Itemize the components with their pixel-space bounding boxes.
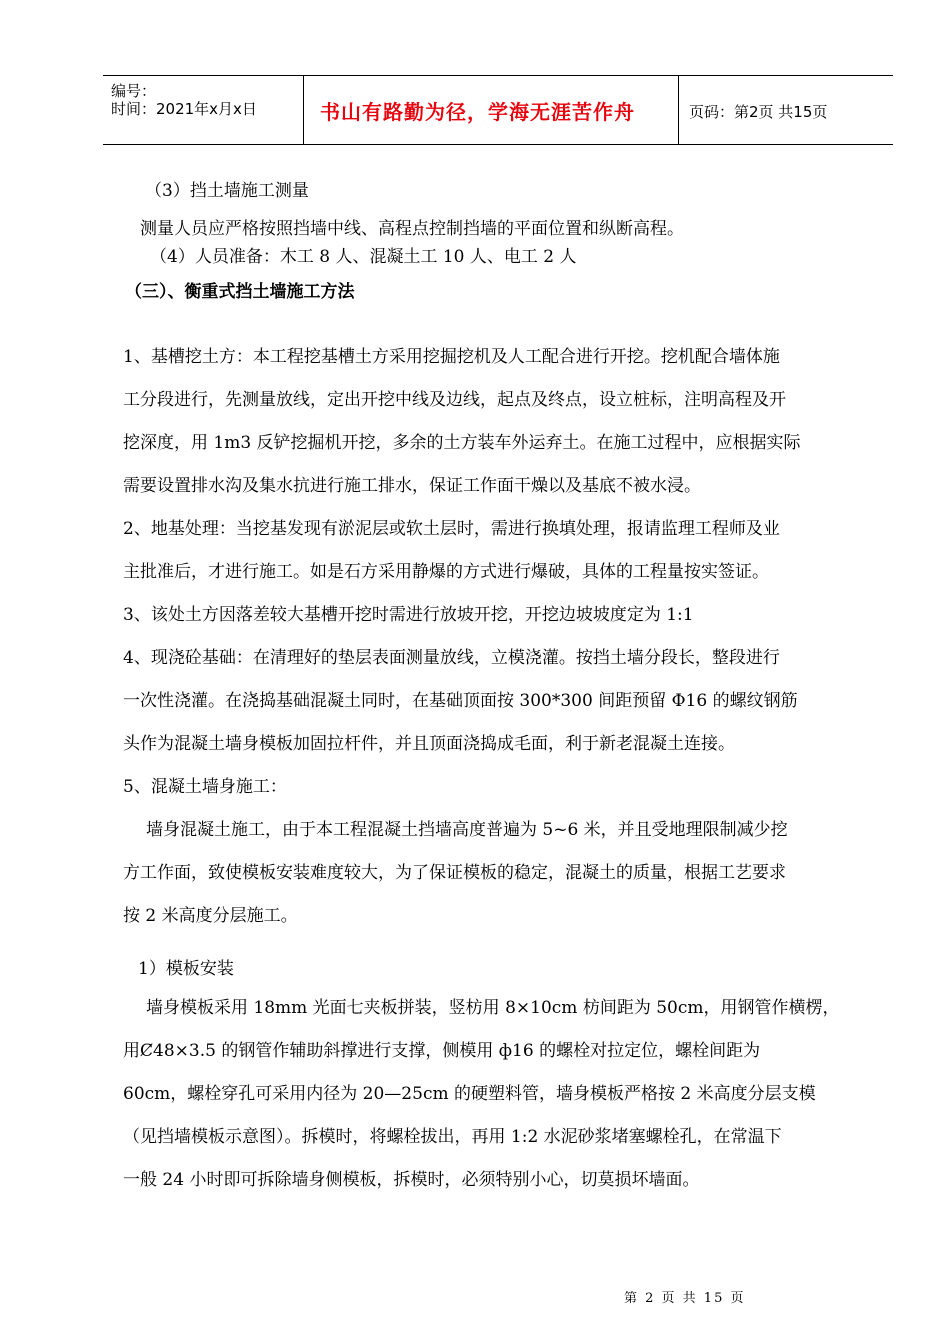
header-motto-cell <box>304 76 679 144</box>
text-line: 墙身模板采用 18mm 光面七夹板拼装，竖枋用 8×10cm 枋间距为 50cm，用钢管作横楞， <box>146 998 840 1018</box>
header-info-cell <box>103 76 304 144</box>
text-line: 需要设置排水沟及集水抗进行施工排水，保证工作面干燥以及基底不被水浸。 <box>123 476 701 496</box>
text-line: 工分段进行，先测量放线，定出开挖中线及边线，起点及终点，设立桩标，注明高程及开 <box>123 390 786 410</box>
text-line: 主批准后，才进行施工。如是石方采用静爆的方式进行爆破，具体的工程量按实签证。 <box>123 562 769 582</box>
subsection-heading: 1）模板安装 <box>138 959 234 979</box>
text-line: 4、现浇砼基础：在清理好的垫层表面测量放线，立模浇灌。按挡土墙分段长，整段进行 <box>123 648 780 668</box>
text-line: 墙身混凝土施工，由于本工程混凝土挡墙高度普遍为 5~6 米，并且受地理限制减少挖 <box>146 820 788 840</box>
section-heading: （三）、衡重式挡土墙施工方法 <box>125 282 355 302</box>
page-footer: 第 2 页 共 15 页 <box>624 1291 746 1306</box>
text-line: （见挡墙模板示意图）。拆模时，将螺栓拔出，再用 1:2 水泥砂浆堵塞螺栓孔，在常温下 <box>123 1127 782 1147</box>
text-line: 用Ȼ48×3.5 的钢管作辅助斜撑进行支撑，侧模用 ф16 的螺栓对拉定位，螺栓间距为 <box>123 1041 761 1061</box>
text-line: 一次性浇灌。在浇捣基础混凝土同时，在基础顶面按 300*300 间距预留 Φ16 的螺纹钢筋 <box>123 691 798 711</box>
text-line: 60cm，螺栓穿孔可采用内径为 20—25cm 的硬塑料管，墙身模板严格按 2 米高度分层支模 <box>123 1084 816 1104</box>
header-page-number: 页码：第2页 共15页 <box>689 103 828 121</box>
paragraph-survey-text: 测量人员应严格按照挡墙中线、高程点控制挡墙的平面位置和纵断高程。 <box>140 219 684 239</box>
page-header <box>103 75 893 145</box>
text-line: 1、基槽挖土方：本工程挖基槽土方采用挖掘挖机及人工配合进行开挖。挖机配合墙体施 <box>123 347 780 367</box>
text-line: 3、该处土方因落差较大基槽开挖时需进行放坡开挖，开挖边坡坡度定为 1:1 <box>123 605 694 625</box>
text-line: 方工作面，致使模板安装难度较大，为了保证模板的稳定，混凝土的质量，根据工艺要求 <box>123 863 786 883</box>
paragraph-survey-heading: （3）挡土墙施工测量 <box>145 181 309 201</box>
text-line: 一般 24 小时即可拆除墙身侧模板，拆模时，必须特别小心，切莫损坏墙面。 <box>123 1170 700 1190</box>
text-line: 2、地基处理：当挖基发现有淤泥层或软土层时，需进行换填处理，报请监理工程师及业 <box>123 519 780 539</box>
text-line: 5、混凝土墙身施工： <box>123 777 287 797</box>
header-motto: 书山有路勤为径，学海无涯苦作舟 <box>320 100 635 124</box>
paragraph-staffing: （4）人员准备：木工 8 人、混凝土工 10 人、电工 2 人 <box>150 247 577 267</box>
document-date: 时间：2021年x月x日 <box>111 100 257 118</box>
header-page-cell <box>679 76 893 144</box>
text-line: 挖深度，用 1m3 反铲挖掘机开挖，多余的土方装车外运弃土。在施工过程中，应根据实际 <box>123 433 801 453</box>
document-number: 编号： <box>111 82 157 100</box>
text-line: 按 2 米高度分层施工。 <box>123 906 298 926</box>
text-line: 头作为混凝土墙身模板加固拉杆件，并且顶面浇捣成毛面，利于新老混凝土连接。 <box>123 734 735 754</box>
